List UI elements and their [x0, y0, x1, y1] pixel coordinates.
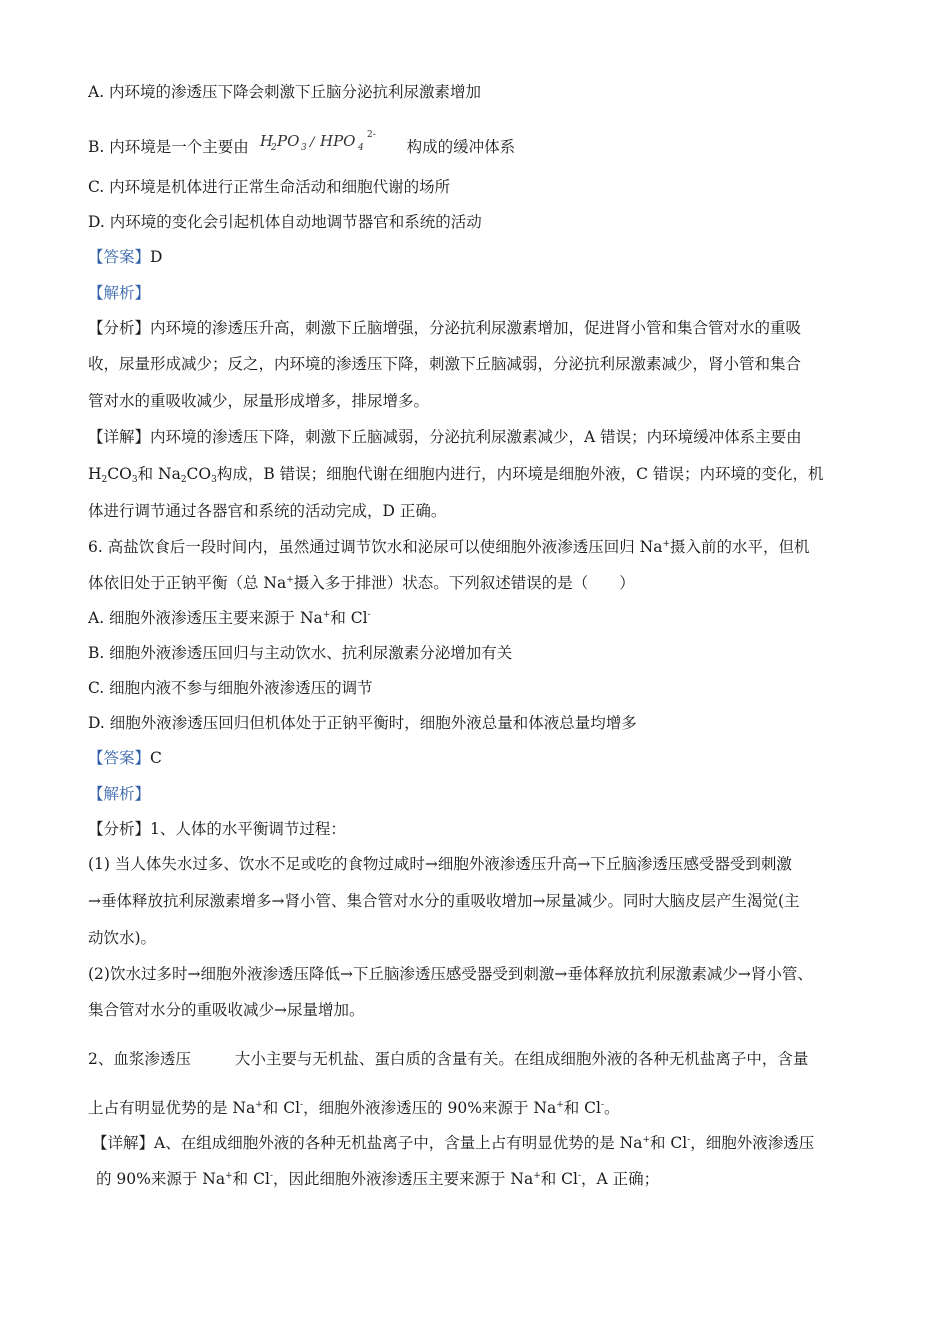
stem-text: 摄入前的水平，但机 [670, 538, 810, 556]
xiangjie-text: ，A 正确； [581, 1170, 660, 1188]
xiangjie-text: 的 90%来源于 Na [96, 1170, 226, 1188]
q6-xiangjie-line-2 [96, 1169, 659, 1189]
option-text: A. 细胞外液渗透压主要来源于 Na [88, 609, 323, 627]
svg-text:HPO: HPO [319, 132, 356, 150]
answer-value: C [150, 749, 162, 767]
q6-option-c: C. 细胞内液不参与细胞外液渗透压的调节 [88, 679, 373, 697]
q5-xiangjie-line-3: 体进行调节通过各器官和系统的活动完成，D 正确。 [88, 502, 447, 520]
formula-h: H [88, 465, 102, 483]
answer-value: D [150, 248, 163, 266]
svg-text:4: 4 [357, 143, 364, 153]
fenxi-tag: 【分析】 [88, 820, 151, 838]
q5-option-b [88, 128, 515, 157]
q6-analysis-tag: 【解析】 [88, 785, 151, 803]
answer-tag: 【答案】 [88, 248, 151, 266]
xiangjie-text: 内环境的渗透压下降，刺激下丘脑减弱，分泌抗利尿激素减少，A 错误；内环境缓冲体系主要由 [150, 428, 802, 446]
stem-text: 摄入多于排泄）状态。下列叙述错误的是（ ） [293, 574, 635, 592]
superscript: + [556, 1100, 564, 1110]
fenxi-text: 1、人体的水平衡调节过程： [150, 820, 346, 838]
superscript: + [642, 1135, 650, 1145]
q5-analysis-tag: 【解析】 [88, 284, 151, 302]
stem-text: 体依旧处于正钠平衡（总 Na [88, 574, 287, 592]
superscript: + [225, 1171, 233, 1181]
fenxi-text: 内环境的渗透压升高，刺激下丘脑增强，分泌抗利尿激素增加，促进肾小管和集合管对水的重吸 [150, 319, 802, 337]
svg-text:2-: 2- [366, 130, 376, 140]
q6-stem-line-2 [88, 573, 635, 593]
xiangjie-text: ，因此细胞外液渗透压主要来源于 Na [272, 1170, 534, 1188]
fenxi-text: 2、血浆渗透压 [88, 1050, 191, 1068]
xiangjie-text: 和 Cl [232, 1170, 270, 1188]
superscript: + [533, 1171, 541, 1181]
formula-and-na: 和 Na [137, 465, 181, 483]
fenxi-text: 大小主要与无机盐、蛋白质的含量有关。在组成细胞外液的各种无机盐离子中，含量 [234, 1050, 809, 1068]
q5-option-a: A. 内环境的渗透压下降会刺激下丘脑分泌抗利尿激素增加 [88, 83, 482, 101]
q6-stem-line-1 [88, 537, 810, 557]
q6-xiangjie-line-1 [92, 1133, 814, 1153]
fenxi-text: 和 Cl [563, 1099, 601, 1117]
svg-text:/: / [309, 135, 315, 150]
q5-option-c: C. 内环境是机体进行正常生命活动和细胞代谢的场所 [88, 178, 451, 196]
q6-fenxi-p2-line-2: 集合管对水分的重吸收减少→尿量增加。 [88, 1001, 365, 1019]
superscript: + [662, 539, 670, 549]
fenxi-text: 和 Cl [262, 1099, 301, 1117]
q5-answer [88, 247, 162, 267]
q6-fenxi-p3-line-2 [88, 1098, 620, 1118]
q6-fenxi-p1-line-1: (1) 当人体失水过多、饮水不足或吃的食物过咸时→细胞外液渗透压升高→下丘脑渗透压感受器受到刺激 [88, 855, 792, 873]
formula-co: CO [186, 465, 212, 483]
xiangjie-tag: 【详解】 [88, 428, 151, 446]
svg-text:PO: PO [276, 132, 300, 150]
option-text: 和 Cl [330, 609, 368, 627]
superscript: - [269, 1171, 273, 1181]
q6-fenxi-p1-line-2: →垂体释放抗利尿激素增多→肾小管、集合管对水分的重吸收增加→尿量减少。同时大脑皮层产生渴觉(主 [88, 892, 800, 910]
superscript: + [286, 575, 294, 585]
q5-fenxi-line-2: 收，尿量形成减少；反之，内环境的渗透压下降，刺激下丘脑减弱，分泌抗利尿激素减少，肾小管和集合 [88, 355, 802, 373]
fenxi-tag: 【分析】 [88, 319, 151, 337]
q6-fenxi-p3-line-1 [88, 1049, 808, 1069]
subscript: 2 [101, 475, 108, 485]
superscript: - [300, 1100, 304, 1110]
buffer-formula-image [254, 128, 402, 156]
q6-fenxi-title [88, 819, 346, 839]
q5-fenxi-line-3: 管对水的重吸收减少，尿量形成增多，排尿增多。 [88, 392, 430, 410]
formula-co: CO [107, 465, 132, 483]
superscript: - [367, 610, 371, 620]
superscript: + [255, 1100, 263, 1110]
q6-option-a [88, 608, 371, 628]
xiangjie-text: 和 Cl [540, 1170, 578, 1188]
answer-tag: 【答案】 [88, 749, 151, 767]
xiangjie-text: ，细胞外液渗透压 [690, 1134, 815, 1152]
q5-xiangjie-line-1 [88, 427, 802, 447]
subscript: 3 [131, 475, 138, 485]
q5-xiangjie-line-2 [88, 464, 823, 484]
fenxi-text: 上占有明显优势的是 Na [88, 1099, 256, 1117]
fenxi-text: ，细胞外液渗透压的 90%来源于 Na [303, 1099, 557, 1117]
q6-fenxi-p2-line-1: (2)饮水过多时→细胞外液渗透压降低→下丘脑渗透压感受器受到刺激→垂体释放抗利尿激素减少→肾小管、 [88, 965, 813, 983]
subscript: 3 [211, 475, 217, 485]
xiangjie-tag: 【详解】 [92, 1134, 155, 1152]
superscript: - [577, 1171, 582, 1181]
q5-option-b-text-end: 构成的缓冲体系 [406, 138, 516, 156]
xiangjie-text: 构成，B 错误；细胞代谢在细胞内进行，内环境是细胞外液，C 错误；内环境的变化，机 [216, 465, 824, 483]
q6-fenxi-p1-line-3: 动饮水)。 [88, 929, 157, 947]
superscript: - [601, 1100, 605, 1110]
svg-text:3: 3 [300, 143, 307, 153]
superscript: - [687, 1135, 691, 1145]
stem-text: 6. 高盐饮食后一段时间内，虽然通过调节饮水和泌尿可以使细胞外液渗透压回归 Na [88, 538, 663, 556]
svg-text:H: H [259, 132, 273, 150]
xiangjie-text: 和 Cl [650, 1134, 688, 1152]
xiangjie-text: A、在组成细胞外液的各种无机盐离子中，含量上占有明显优势的是 Na [154, 1134, 643, 1152]
q6-answer [88, 748, 162, 768]
subscript: 2 [180, 475, 187, 485]
superscript: + [322, 610, 331, 620]
q5-option-d: D. 内环境的变化会引起机体自动地调节器官和系统的活动 [88, 213, 482, 231]
q5-fenxi-line-1 [88, 318, 801, 338]
q6-option-d: D. 细胞外液渗透压回归但机体处于正钠平衡时，细胞外液总量和体液总量均增多 [88, 714, 637, 732]
q6-option-b: B. 细胞外液渗透压回归与主动饮水、抗利尿激素分泌增加有关 [88, 644, 513, 662]
svg-text:2: 2 [270, 143, 277, 153]
q5-option-b-text: B. 内环境是一个主要由 [88, 138, 249, 156]
fenxi-text: 。 [604, 1099, 620, 1117]
